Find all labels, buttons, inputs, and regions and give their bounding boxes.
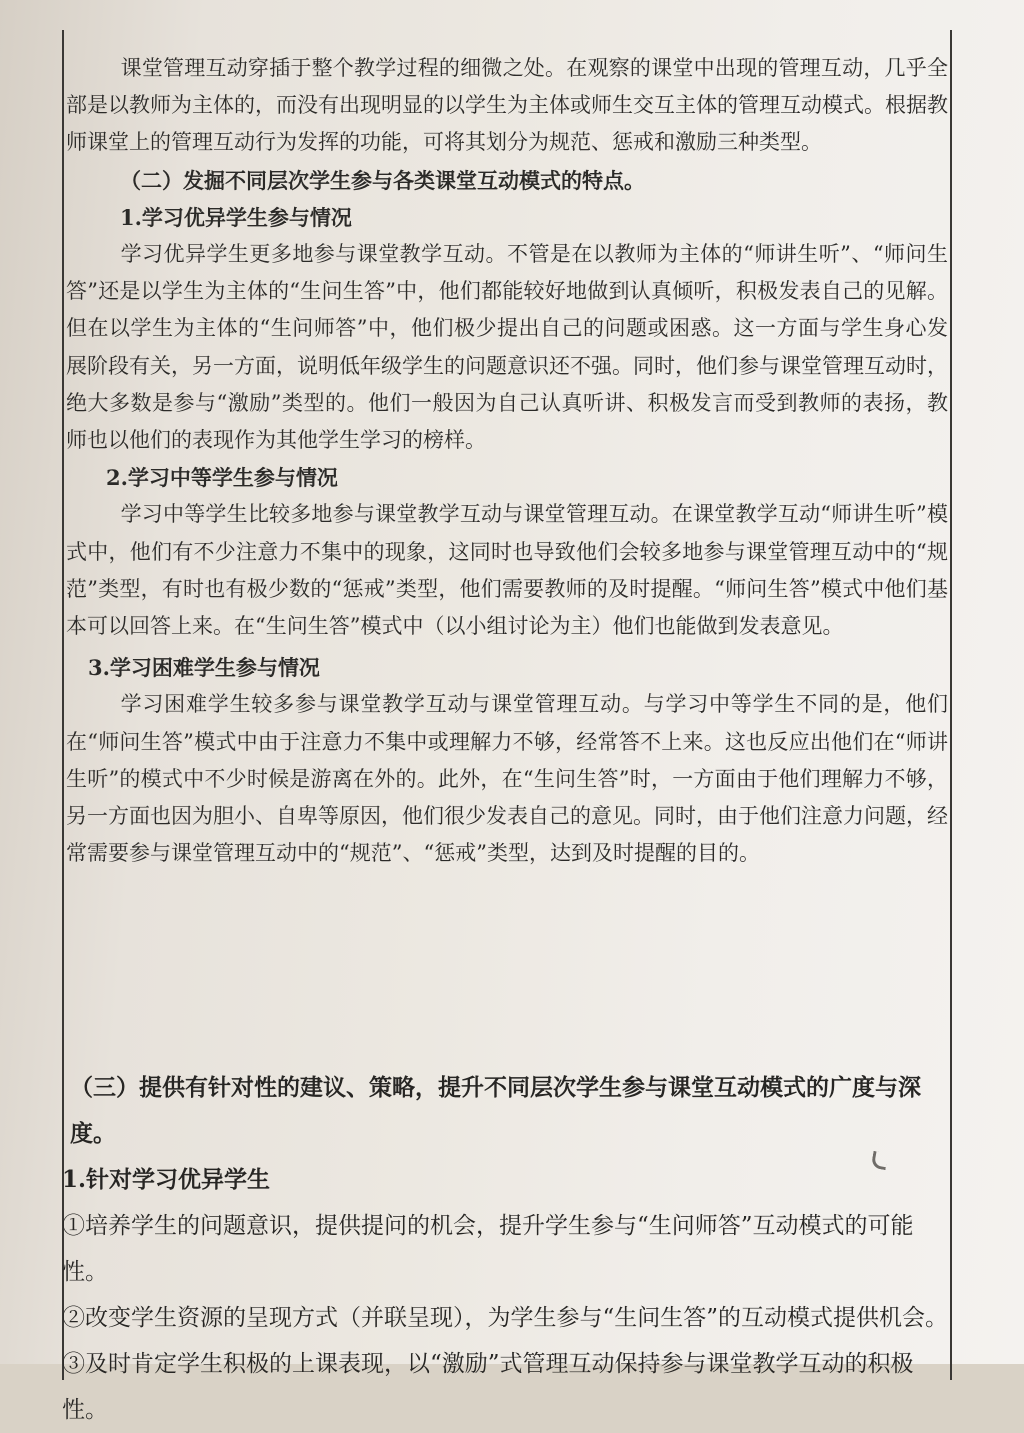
- section-three-heading: （三）提供有针对性的建议、策略，提升不同层次学生参与课堂互动模式的广度与深度。: [70, 1074, 921, 1147]
- subsection-1-paragraph: 学习优异学生更多地参与课堂教学互动。不管是在以教师为主体的“师讲生听”、“师问生答”还是以学生为主体的“生问生答”中，他们都能较好地做到认真倾听，积极发表自己的见解。但在以学生为主体的“生问师答”中，他们极少提出自己的问题或困惑。这一方面与学生身心发展阶段有关，另一方面，说明低年级学生的问题意识还不强。同时，他们参与课堂管理互动时，绝大多数是参与“激励”类型的。他们一般因为自己认真听讲、积极发言而受到教师的表扬，教师也以他们的表现作为其他学生学习的榜样。: [66, 242, 948, 453]
- recommendation-item-1: ①培养学生的问题意识，提供提问的机会，提升学生参与“生问师答”互动模式的可能性。: [62, 1213, 914, 1285]
- subsection-2-heading: 2.学习中等学生参与情况: [106, 465, 338, 491]
- subsection-3-paragraph: 学习困难学生较多参与课堂教学互动与课堂管理互动。与学习中等学生不同的是，他们在“师问生答”模式中由于注意力不集中或理解力不够，经常答不上来。这也反应出他们在“师讲生听”的模式中不少时候是游离在外的。此外，在“生问生答”时，一方面由于他们理解力不够，另一方面也因为胆小、自卑等原因，他们很少发表自己的意见。同时，由于他们注意力问题，经常需要参与课堂管理互动中的“规范”、“惩戒”类型，达到及时提醒的目的。: [66, 692, 948, 866]
- intro-paragraph: 课堂管理互动穿插于整个教学过程的细微之处。在观察的课堂中出现的管理互动，几乎全部是以教师为主体的，而没有出现明显的以学生为主体或师生交互主体的管理互动模式。根据教师课堂上的管理互动行为发挥的功能，可将其划分为规范、惩戒和激励三种类型。: [66, 56, 948, 155]
- subsection-2-paragraph: 学习中等学生比较多地参与课堂教学互动与课堂管理互动。在课堂教学互动“师讲生听”模式中，他们有不少注意力不集中的现象，这同时也导致他们会较多地参与课堂管理互动中的“规范”类型，有时也有极少数的“惩戒”类型，他们需要教师的及时提醒。“师问生答”模式中他们基本可以回答上来。在“生问生答”模式中（以小组讨论为主）他们也能做到发表意见。: [66, 502, 948, 639]
- document-content: [66, 50, 948, 872]
- section-two-heading: （二）发掘不同层次学生参与各类课堂互动模式的特点。: [120, 167, 645, 193]
- recommendations-section: [62, 1065, 952, 1433]
- recommendation-item-3: ③及时肯定学生积极的上课表现，以“激励”式管理互动保持参与课堂教学互动的积极性。: [62, 1351, 914, 1423]
- recommendation-item-2: ②改变学生资源的呈现方式（并联呈现），为学生参与“生问生答”的互动模式提供机会。: [62, 1305, 949, 1331]
- subsection-1-heading: 1.学习优异学生参与情况: [120, 204, 352, 230]
- subsection-3-heading: 3.学习困难学生参与情况: [88, 655, 320, 681]
- subsection-three-1-heading: 1.针对学习优异学生: [62, 1166, 271, 1193]
